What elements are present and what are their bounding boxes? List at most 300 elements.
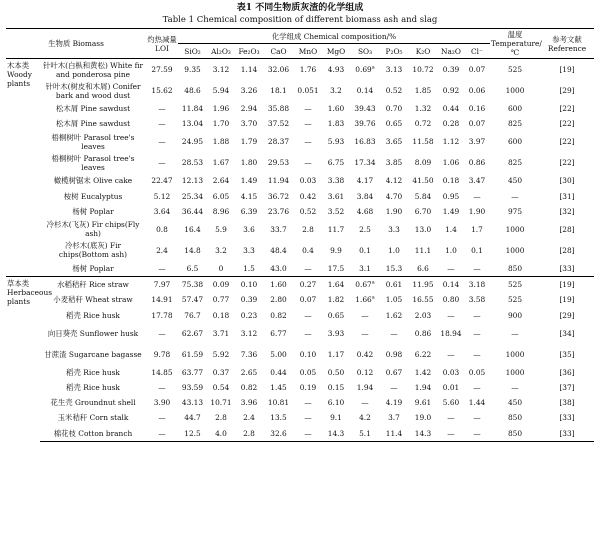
cell-biomass-name: 针叶木(树皮和木屑) Conifer bark and wood dust (45, 81, 141, 100)
cell-temperature: 525 (490, 277, 540, 293)
header-chem: 化学组成 Chemical composition/% (178, 29, 490, 44)
cell-so3: 4.17 (356, 176, 374, 186)
cell-sio2: 48.6 (184, 86, 201, 95)
cell-loi: 3.64 (153, 206, 171, 216)
cell-temperature: 850 (507, 413, 523, 423)
cell-so3: — (361, 310, 369, 320)
cell-cl: 3.58 (468, 295, 486, 305)
cell-na2o: 1.4 (445, 224, 457, 234)
cell-sio2: 9.35 (178, 59, 207, 81)
cell-k2o: 13.0 (414, 224, 432, 234)
cell-k2o: 6.22 (414, 349, 432, 359)
cell-p2o5: 1.05 (385, 295, 403, 305)
cell-na2o: — (447, 413, 455, 423)
cell-p2o5: 1.90 (385, 206, 403, 216)
cell-p2o5: — (390, 328, 398, 338)
table-row (6, 240, 594, 261)
cell-temperature: 1000 (505, 224, 525, 234)
cell-al2o3: 1.96 (212, 104, 230, 114)
cell-cl: — (473, 349, 481, 359)
cell-mgo: 3.61 (327, 191, 345, 201)
cell-reference: [36] (559, 367, 575, 377)
header-fe2o3: Fe₂O₃ (235, 44, 263, 59)
table-row (6, 152, 594, 173)
cell-al2o3: 0.18 (212, 310, 230, 320)
cell-reference: [22] (559, 158, 575, 168)
cell-so3: 16.83 (354, 137, 376, 147)
cell-p2o5: 3.85 (385, 158, 403, 168)
cell-cl: — (473, 264, 481, 274)
cell-fe2o3: 1.80 (240, 158, 258, 168)
header-temp-cn: 温度 (507, 30, 523, 39)
cell-fe2o3: 3.70 (240, 119, 258, 129)
cell-reference: [34] (559, 328, 575, 338)
cell-reference: [31] (559, 191, 575, 201)
cell-so3: 39.43 (354, 104, 376, 114)
cell-p2o5: 1.0 (388, 245, 400, 255)
cell-mgo: 14.3 (322, 425, 350, 441)
category-herbaceous: 草本类 Herbaceous plants (6, 277, 40, 442)
cell-loi: 2.4 (156, 245, 168, 255)
cell-na2o: 0.01 (442, 382, 460, 392)
cell-sio2: 36.44 (181, 206, 204, 216)
cell-cao: 10.81 (267, 398, 290, 408)
cell-mgo: 1.17 (327, 349, 345, 359)
cell-cao: 37.52 (267, 119, 290, 129)
cell-mgo: 1.83 (327, 119, 345, 129)
cell-loi: — (158, 137, 166, 147)
cell-biomass-name: 甘蔗渣 Sugarcane bagasse (44, 349, 142, 359)
cell-biomass-name: 松木屑 Pine sawdust (55, 119, 131, 129)
cell-biomass-name: 松木屑 Pine sawdust (55, 104, 131, 114)
cell-cl: 1.44 (468, 398, 486, 408)
cell-mno: — (304, 413, 312, 423)
cell-na2o: 0.28 (442, 119, 460, 129)
cell-al2o3: 5.92 (212, 349, 230, 359)
header-al2o3: Al₂O₃ (207, 44, 235, 59)
cell-so3: 0.12 (356, 367, 374, 377)
header-reference (540, 29, 594, 59)
cell-k2o: 0.86 (414, 328, 432, 338)
cell-biomass-name: 棉花枝 Cotton branch (40, 425, 146, 441)
cell-fe2o3: 6.39 (240, 206, 258, 216)
cell-p2o5: 0.70 (385, 104, 403, 114)
cell-fe2o3: 2.8 (235, 425, 263, 441)
cell-sio2: 62.67 (181, 328, 204, 338)
header-temp-en: Temperature/℃ (491, 39, 542, 57)
cell-cl: 3.47 (468, 176, 486, 186)
cell-fe2o3: 7.36 (240, 349, 258, 359)
table-row (6, 292, 594, 307)
cell-cl: — (473, 413, 481, 423)
cell-al2o3: 0.54 (212, 382, 230, 392)
cell-p2o5: 11.4 (380, 425, 408, 441)
cell-mgo: 3.52 (327, 206, 345, 216)
cell-na2o: 0.80 (442, 295, 460, 305)
table-row (6, 173, 594, 188)
cell-cl: — (473, 310, 481, 320)
cell-biomass-name: 向日葵壳 Sunflower husk (47, 328, 139, 338)
header-sio2: SiO₂ (178, 44, 207, 59)
cell-temperature: 850 (490, 425, 540, 441)
table-row (6, 219, 594, 240)
cell-cao: 43.0 (270, 264, 287, 274)
cell-fe2o3: 1.79 (240, 137, 258, 147)
cell-cao: 36.72 (267, 191, 290, 201)
cell-fe2o3: 0.39 (240, 295, 258, 305)
cell-mgo: 1.82 (327, 295, 345, 305)
cell-al2o3: 0.77 (212, 295, 230, 305)
cell-sio2: 28.53 (181, 158, 204, 168)
table-row (6, 308, 594, 323)
cell-temperature: 525 (490, 59, 540, 81)
cell-biomass-name: 桉树 Eucalyptus (63, 191, 123, 201)
cell-so3: 0.14 (356, 86, 374, 95)
cell-loi: 0.8 (156, 224, 168, 234)
cell-fe2o3: 1.49 (240, 176, 258, 186)
cell-cao: 13.5 (270, 413, 287, 423)
cell-fe2o3: 0.23 (240, 310, 258, 320)
cell-p2o5: 4.70 (385, 191, 403, 201)
cell-na2o: — (447, 310, 455, 320)
cell-cao: 32.6 (263, 425, 294, 441)
cell-loi: — (158, 104, 166, 114)
table-title-cn: 表1 不同生物质灰渣的化学组成 (236, 3, 364, 13)
cell-mgo: 3.2 (330, 86, 342, 95)
table-row (6, 410, 594, 425)
cell-p2o5: 15.3 (385, 264, 403, 274)
table-row (6, 116, 594, 131)
cell-loi: — (158, 119, 166, 129)
cell-mgo: 0.65 (327, 310, 345, 320)
cell-cl: — (473, 382, 481, 392)
category-woody: 木本类 Woody plants (6, 59, 40, 277)
cell-mno: 0.52 (299, 206, 317, 216)
cell-mgo: 9.9 (330, 245, 342, 255)
cell-reference: [19] (540, 277, 594, 293)
cell-biomass-name: 玉米秸秆 Corn stalk (57, 413, 129, 423)
cell-al2o3: 2.8 (215, 413, 227, 423)
cell-p2o5: 0.67 (385, 367, 403, 377)
cell-k2o: 6.70 (414, 206, 432, 216)
cell-sio2: 76.7 (184, 310, 201, 320)
table-row (6, 204, 594, 219)
cell-k2o: 0.72 (414, 119, 432, 129)
cell-na2o: — (438, 425, 464, 441)
table-row (6, 59, 594, 81)
cell-k2o: 16.55 (412, 295, 434, 305)
cell-cl: — (473, 328, 481, 338)
cell-al2o3: 6.05 (212, 191, 230, 201)
cell-so3: 0.67$^a$ (350, 277, 380, 293)
cell-mgo: 1.64 (322, 277, 350, 293)
cell-mgo: 3.38 (327, 176, 345, 186)
cell-cl: — (473, 191, 481, 201)
cell-al2o3: 0.37 (212, 367, 230, 377)
cell-cao: 32.06 (263, 59, 294, 81)
header-k2o: K₂O (408, 44, 438, 59)
cell-so3: — (361, 398, 369, 408)
cell-cl: 0.06 (468, 86, 486, 95)
cell-reference: [22] (559, 137, 575, 147)
cell-p2o5: 3.65 (385, 137, 403, 147)
cell-cao: 6.77 (270, 328, 287, 338)
cell-mno: 0.42 (299, 191, 317, 201)
cell-k2o: 11.1 (414, 245, 432, 255)
cell-mgo: 3.93 (327, 328, 345, 338)
cell-p2o5: 3.13 (380, 59, 408, 81)
cell-fe2o3: 4.15 (240, 191, 258, 201)
cell-loi: 5.12 (153, 191, 171, 201)
cell-cao: 48.4 (270, 245, 287, 255)
cell-k2o: 10.72 (408, 59, 438, 81)
cell-mno: — (294, 425, 322, 441)
cell-sio2: 63.77 (181, 367, 204, 377)
cell-mno: — (304, 310, 312, 320)
cell-so3: 0.1 (359, 245, 371, 255)
header-mno: MnO (294, 44, 322, 59)
cell-mno: — (304, 398, 312, 408)
cell-reference: [22] (559, 104, 575, 114)
cell-temperature: 975 (507, 206, 523, 216)
table-row (6, 131, 594, 152)
cell-sio2: 24.95 (181, 137, 204, 147)
cell-na2o: 5.60 (442, 398, 460, 408)
cell-loi: — (158, 413, 166, 423)
cell-sio2: 44.7 (184, 413, 201, 423)
cell-loi: — (158, 328, 166, 338)
cell-temperature: 600 (507, 137, 523, 147)
cell-temperature: 525 (507, 295, 523, 305)
cell-na2o: 0.95 (442, 191, 460, 201)
cell-mno: — (304, 158, 312, 168)
cell-mno: 0.03 (299, 176, 317, 186)
cell-sio2: 75.38 (178, 277, 207, 293)
cell-p2o5: 0.65 (385, 119, 403, 129)
cell-fe2o3: 2.94 (240, 104, 258, 114)
cell-so3: — (361, 328, 369, 338)
cell-al2o3: 3.71 (212, 328, 230, 338)
cell-cao: 2.80 (270, 295, 287, 305)
cell-na2o: 18.94 (440, 328, 462, 338)
cell-fe2o3: 0.82 (240, 382, 258, 392)
cell-mgo: 4.93 (322, 59, 350, 81)
cell-reference: [33] (540, 425, 594, 441)
cell-sio2: 12.13 (181, 176, 204, 186)
header-temperature (490, 29, 540, 59)
cell-mno: — (304, 104, 312, 114)
cell-mno: — (304, 119, 312, 129)
cell-temperature: — (511, 328, 519, 338)
table-row (6, 80, 594, 101)
cell-so3: 2.5 (359, 224, 371, 234)
cell-loi: — (158, 264, 166, 274)
cell-sio2: 16.4 (184, 224, 201, 234)
cell-fe2o3: 3.12 (240, 328, 258, 338)
cell-loi: 7.97 (146, 277, 178, 293)
cell-mgo: 5.93 (327, 137, 345, 147)
cell-k2o: 5.84 (414, 191, 432, 201)
cell-loi: 15.62 (151, 86, 173, 95)
header-so3: SO₃ (350, 44, 380, 59)
header-ref-cn: 参考文献 (552, 34, 582, 44)
cell-na2o: 1.06 (442, 158, 460, 168)
table-row (6, 101, 594, 116)
cell-cao: 28.37 (267, 137, 290, 147)
header-loi-en: LOI (155, 43, 169, 53)
cell-biomass-name: 冷杉木(飞灰) Fir chips(Fly ash) (46, 220, 140, 239)
cell-loi: 17.78 (151, 310, 173, 320)
cell-reference: [30] (559, 176, 575, 186)
cell-sio2: 12.5 (178, 425, 207, 441)
cell-al2o3: 1.67 (212, 158, 230, 168)
cell-cl: 0.05 (468, 367, 486, 377)
cell-cl: 3.18 (464, 277, 490, 293)
cell-biomass-name: 花生壳 Groundnut shell (50, 398, 136, 408)
cell-mno: — (304, 137, 312, 147)
cell-loi: — (146, 425, 178, 441)
cell-temperature: 850 (507, 264, 523, 274)
cell-sio2: 25.34 (181, 191, 204, 201)
cell-al2o3: 2.64 (212, 176, 230, 186)
table-title-en: Table 1 Chemical composition of different biomass ash and slag (162, 15, 438, 25)
table-row (6, 261, 594, 277)
cell-temperature: 825 (507, 158, 523, 168)
cell-temperature: 1000 (505, 86, 525, 95)
cell-k2o: 6.6 (417, 264, 429, 274)
cell-mno: 0.27 (294, 277, 322, 293)
cell-fe2o3: 3.96 (240, 398, 258, 408)
cell-k2o: 1.94 (414, 382, 432, 392)
cell-temperature: 825 (507, 119, 523, 129)
cell-biomass-name: 稻壳 Rice husk (66, 310, 120, 320)
cell-cao: 23.76 (267, 206, 290, 216)
cell-mgo: 6.75 (327, 158, 345, 168)
cell-cl: 0.86 (468, 158, 486, 168)
cell-al2o3: 10.71 (210, 398, 232, 408)
cell-al2o3: 0 (218, 264, 224, 274)
cell-mno: 1.76 (294, 59, 322, 81)
cell-sio2: 57.47 (181, 295, 204, 305)
cell-cao: 35.88 (267, 104, 290, 114)
cell-loi: — (158, 382, 166, 392)
cell-biomass-name: 稻壳 Rice husk (66, 382, 120, 392)
cell-na2o: 0.44 (442, 104, 460, 114)
cell-mno: — (304, 264, 312, 274)
cell-mgo: 9.1 (330, 413, 342, 423)
cell-p2o5: 0.52 (385, 86, 403, 95)
cell-al2o3: 1.88 (212, 137, 230, 147)
cell-al2o3: 1.70 (212, 119, 230, 129)
cell-mno: 0.07 (299, 295, 317, 305)
cell-biomass-name: 橄榄树锯末 Olive cake (53, 176, 133, 186)
cell-biomass-name: 针叶木(白枞和黄松) White fir and ponderosa pine (40, 59, 146, 81)
cell-na2o: 1.12 (442, 137, 460, 147)
cell-sio2: 11.84 (181, 104, 204, 114)
cell-k2o: 1.42 (414, 367, 432, 377)
table-row (6, 425, 594, 441)
cell-so3: 5.1 (350, 425, 380, 441)
cell-loi: 9.78 (153, 349, 171, 359)
cell-p2o5: 3.7 (388, 413, 400, 423)
cell-cl: 0.07 (468, 119, 486, 129)
cell-so3: 3.84 (356, 191, 374, 201)
cell-cao: 11.94 (267, 176, 290, 186)
cell-al2o3: 8.96 (212, 206, 230, 216)
cell-loi: 14.85 (151, 367, 173, 377)
cell-fe2o3: 0.10 (235, 277, 263, 293)
cell-k2o: 11.95 (408, 277, 438, 293)
cell-loi: 3.90 (153, 398, 171, 408)
cell-cao: 0.44 (270, 367, 287, 377)
so3-footnote-marker: a (371, 64, 375, 71)
header-loi-cn: 灼热减量 (147, 34, 177, 44)
cell-temperature: 600 (507, 104, 523, 114)
cell-biomass-name: 梧桐树叶 Parasol tree's leaves (51, 153, 135, 172)
cell-p2o5: 1.62 (385, 310, 403, 320)
so3-footnote-marker: a (371, 279, 375, 286)
cell-cl: 3.97 (468, 137, 486, 147)
cell-sio2: 6.5 (186, 264, 199, 274)
cell-fe2o3: 2.4 (243, 413, 255, 423)
cell-cl: 0.16 (468, 104, 486, 114)
cell-cao: 1.60 (263, 277, 294, 293)
cell-loi: 22.47 (151, 176, 173, 186)
cell-cao: 18.1 (270, 86, 287, 95)
cell-cao: 5.00 (270, 349, 287, 359)
cell-k2o: 14.3 (408, 425, 438, 441)
cell-reference: [38] (559, 398, 575, 408)
cell-temperature: 1000 (505, 349, 525, 359)
cell-al2o3: 3.2 (215, 245, 227, 255)
cell-sio2: 14.8 (184, 245, 201, 255)
cell-so3: 1.66$^a$ (355, 294, 375, 305)
cell-reference: [37] (559, 382, 575, 392)
cell-cl: — (464, 425, 490, 441)
cell-reference: [28] (559, 224, 575, 234)
cell-na2o: — (447, 264, 455, 274)
cell-fe2o3: 2.65 (240, 367, 258, 377)
cell-mno: 0.10 (299, 349, 317, 359)
cell-mno: 0.19 (299, 382, 317, 392)
cell-na2o: 0.03 (442, 367, 460, 377)
cell-na2o: — (447, 349, 455, 359)
header-cao: CaO (263, 44, 294, 59)
cell-mno: 0.051 (297, 86, 319, 95)
cell-na2o: 0.39 (438, 59, 464, 81)
cell-reference: [29] (559, 86, 575, 95)
cell-so3: 4.68 (356, 206, 374, 216)
cell-so3: 3.1 (359, 264, 371, 274)
cell-mno: 0.05 (299, 367, 317, 377)
cell-temperature: 450 (507, 176, 523, 186)
table-row (6, 380, 594, 395)
table-row (6, 189, 594, 204)
cell-mgo: 0.50 (327, 367, 345, 377)
cell-fe2o3: 1.14 (235, 59, 263, 81)
cell-k2o: 11.58 (412, 137, 434, 147)
table-row (6, 395, 594, 410)
composition-table (6, 28, 594, 442)
cell-k2o: 1.85 (414, 86, 432, 95)
cell-cao: 29.53 (267, 158, 290, 168)
cell-mgo: 17.5 (327, 264, 345, 274)
cell-biomass-name: 杨树 Poplar (72, 264, 114, 274)
header-mgo: MgO (322, 44, 350, 59)
cell-cl: 0.07 (464, 59, 490, 81)
cell-so3: 0.69$^a$ (350, 59, 380, 81)
cell-sio2: 93.59 (181, 382, 204, 392)
